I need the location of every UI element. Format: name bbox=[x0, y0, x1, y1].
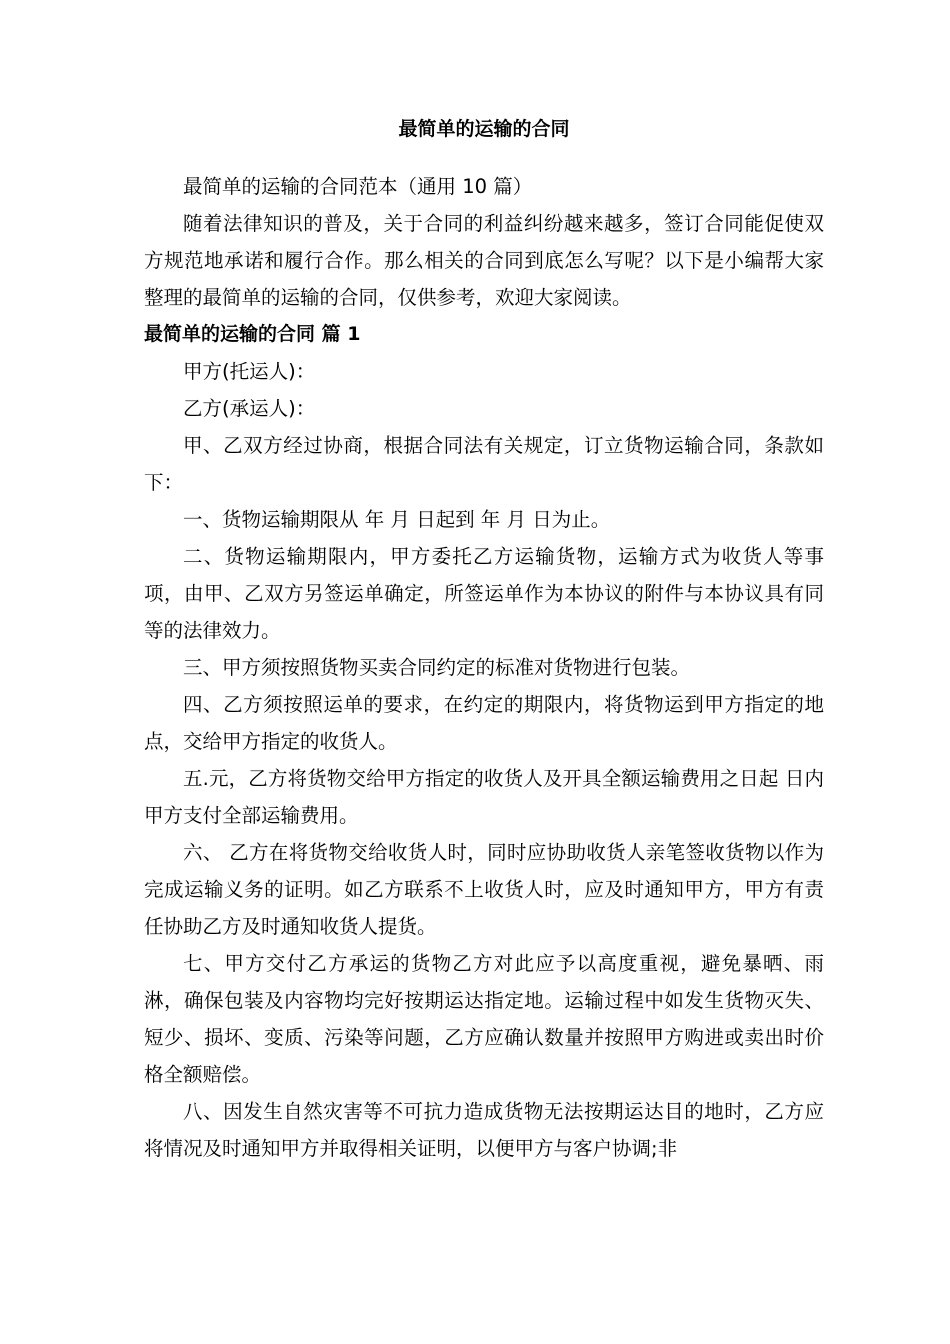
party-a-line: 甲方(托运人)： bbox=[183, 360, 316, 383]
clause-4: 四、乙方须按照运单的要求，在约定的期限内，将货物运到甲方指定的地点，交给甲方指定的收货人。 bbox=[144, 693, 824, 753]
preamble-paragraph: 甲、乙双方经过协商，根据合同法有关规定，订立货物运输合同，条款如下： bbox=[144, 434, 824, 494]
clause-8: 八、因发生自然灾害等不可抗力造成货物无法按期运达目的地时，乙方应将情况及时通知甲方并取得相关证明，以便甲方与客户协调;非 bbox=[144, 1100, 824, 1160]
intro-paragraph: 随着法律知识的普及，关于合同的利益纠纷越来越多，签订合同能促使双方规范地承诺和履行合作。那么相关的合同到底怎么写呢？以下是小编帮大家整理的最简单的运输的合同，仅供参考，欢迎大家阅读。 bbox=[144, 212, 824, 309]
document-page bbox=[144, 112, 824, 1167]
document-title: 最简单的运输的合同 bbox=[398, 118, 570, 140]
clause-6: 六、 乙方在将货物交给收货人时，同时应协助收货人亲笔签收货物以作为完成运输义务的证明。如乙方联系不上收货人时，应及时通知甲方，甲方有责任协助乙方及时通知收货人提货。 bbox=[144, 841, 824, 938]
section-heading: 最简单的运输的合同 篇 1 bbox=[144, 323, 361, 345]
party-b-line: 乙方(承运人)： bbox=[183, 397, 316, 420]
clause-2: 二、货物运输期限内，甲方委托乙方运输货物，运输方式为收货人等事项，由甲、乙双方另签运单确定，所签运单作为本协议的附件与本协议具有同等的法律效力。 bbox=[144, 545, 824, 642]
clause-5: 五.元，乙方将货物交给甲方指定的收货人及开具全额运输费用之日起 日内甲方支付全部运输费用。 bbox=[144, 767, 824, 827]
clause-1: 一、货物运输期限从 年 月 日起到 年 月 日为止。 bbox=[183, 508, 611, 531]
clause-3: 三、甲方须按照货物买卖合同约定的标准对货物进行包装。 bbox=[183, 656, 691, 679]
document-subtitle: 最简单的运输的合同范本（通用 10 篇） bbox=[183, 175, 533, 198]
clause-7: 七、甲方交付乙方承运的货物乙方对此应予以高度重视，避免暴晒、雨淋，确保包装及内容物均完好按期运达指定地。运输过程中如发生货物灭失、短少、损坏、变质、污染等问题，乙方应确认数量并按照甲方购进或卖出时价格全额赔偿。 bbox=[144, 952, 824, 1086]
